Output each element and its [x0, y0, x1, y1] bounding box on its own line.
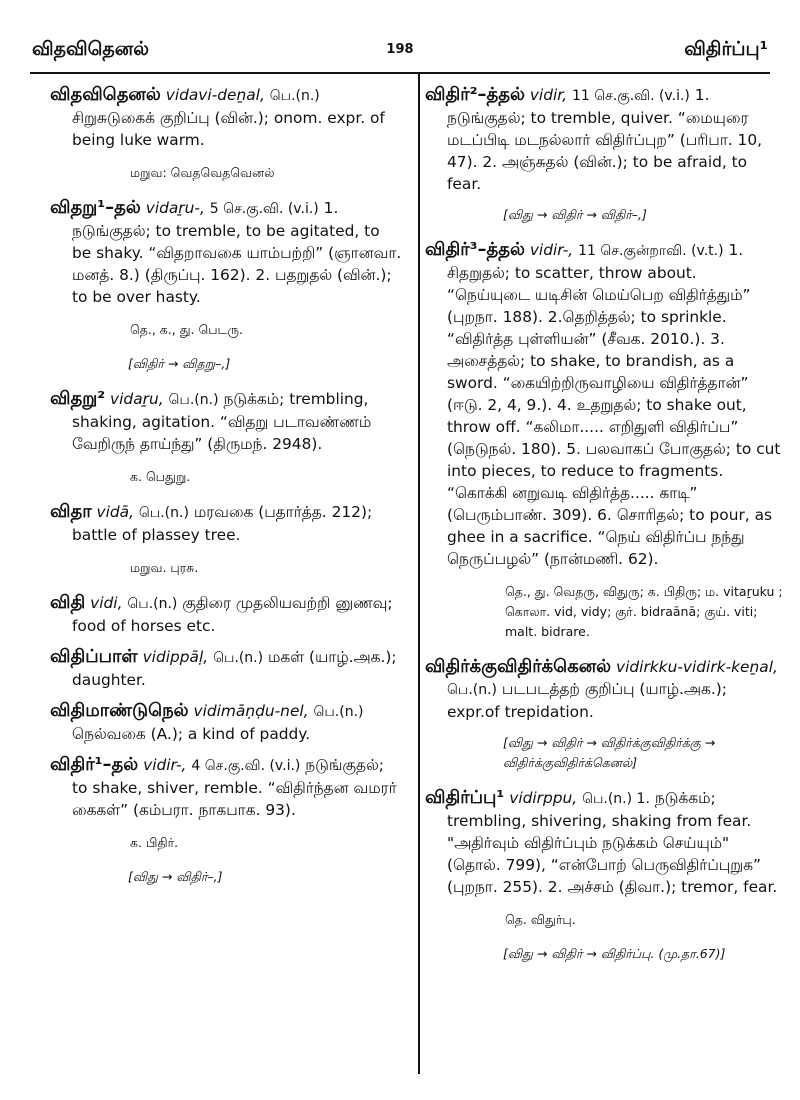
headword: விதிர்³–த்தல்	[425, 239, 525, 260]
grammar-label: பெ.(n.)	[168, 392, 219, 408]
definition: படபடத்தற் குறிப்பு (யாழ்.அக.); expr.of trepidation.	[447, 680, 727, 721]
headword: விதி	[50, 592, 86, 613]
dictionary-entry	[50, 84, 402, 151]
dictionary-entry	[50, 197, 402, 308]
definition: நடுக்கம்; trembling, shaking, agitation. “விதறு படாவண்ணம் வேறிருந் தாய்ந்து” (திருமந். 2948).	[72, 390, 372, 453]
headword: விதிர்க்குவிதிர்க்கெனல்	[425, 656, 612, 677]
transliteration: vidir-,	[529, 241, 574, 259]
dictionary-entry	[50, 501, 402, 546]
dictionary-entry	[50, 754, 402, 821]
transliteration: vidir,	[529, 86, 568, 104]
dictionary-entry	[50, 646, 402, 691]
definition: 1. நடுங்குதல்; to tremble, quiver. “மையுரை மடப்பிடி மடநல்லார் விதிர்ப்புற” (பரிபா. 10, 47). 2. அஞ்சுதல் (வின்.); to be afraid, to fear.	[447, 86, 762, 193]
transliteration: vidirppu,	[509, 789, 578, 807]
grammar-label: 5 செ.கு.வி. (v.i.)	[209, 201, 319, 217]
headword: விதிப்பாள்	[50, 646, 138, 667]
dictionary-entry	[425, 84, 783, 195]
cognate-note: தெ., க., து. பெடரு.	[130, 322, 244, 337]
dictionary-entry	[425, 787, 783, 898]
page-number: 198	[386, 42, 414, 57]
definition: மரவகை (பதார்த்த. 212); battle of plassey tree.	[72, 503, 373, 544]
etymology-note: [விது → விதிர் → விதிர்க்குவிதிர்க்கு → விதிர்க்குவிதிர்க்கெனல்]	[503, 735, 716, 770]
grammar-label: 11 செ.கு.வி. (v.i.)	[571, 88, 690, 104]
etymology-note: [விது → விதிர் → விதிர்–,]	[503, 207, 647, 222]
grammar-label: பெ.(n.)	[447, 682, 498, 698]
transliteration: vidirkku-vidirk-keṉal,	[616, 658, 778, 676]
grammar-label: 4 செ.கு.வி. (v.i.)	[191, 758, 301, 774]
dictionary-entry	[425, 239, 783, 570]
dictionary-entry	[50, 700, 402, 745]
grammar-label: பெ.(n.)	[269, 88, 320, 104]
grammar-label: பெ.(n.)	[127, 596, 178, 612]
etymology-note: [விது → விதிர் → விதிர்ப்பு. (மு.தா.67)]	[503, 946, 726, 961]
left-column	[50, 84, 402, 901]
definition: குதிரை முதலியவற்றி னுணவு; food of horses etc.	[72, 594, 393, 635]
definition: மகள் (யாழ்.அக.); daughter.	[72, 648, 397, 689]
cognate-note: தெ. விதுர்பு.	[505, 912, 576, 927]
definition: நெல்வகை (A.); a kind of paddy.	[72, 725, 311, 743]
column-divider	[418, 74, 420, 1074]
definition: நடுக்கம்; trembling, shivering, shaking from fear. "அதிர்வும் விதிர்ப்பும் நடுக்கம் செய்யும்" (தொல். 799), “என்போற் பெருவிதிர்ப்புறுக” (புறநா. 255). 2. அச்சம் (திவா.); tremor, fear.	[447, 789, 778, 896]
page-header	[32, 38, 768, 68]
headword: விதா	[50, 501, 92, 522]
transliteration: vidir-,	[143, 756, 187, 774]
headword: விதிர்¹–தல்	[50, 754, 139, 775]
cognate-note: க. பிதிர்.	[130, 835, 179, 850]
dictionary-entry	[50, 592, 402, 637]
headword: விதிர்ப்பு¹	[425, 787, 505, 808]
headword: விதவிதெனல்	[50, 84, 161, 105]
header-rule	[30, 72, 770, 74]
transliteration: vidimāṇḍu-nel,	[193, 702, 309, 720]
etymology-note: [விது → விதிர்–,]	[128, 869, 223, 884]
cognate-note: மறுவ: வெதவெதவெனல்	[130, 165, 275, 180]
grammar-label: பெ.(n.)	[213, 650, 264, 666]
transliteration: vidavi-deṉal,	[165, 86, 265, 104]
cognate-note: தெ., து. வெதரு, விதுரு; க. பிதிரு; ம. vitaṟuku ; கொலா. vid, vidy; குர். bidraānā; குய். viti; malt. bidrare.	[505, 584, 783, 639]
headword: விதறு¹–தல்	[50, 197, 141, 218]
running-head-left: விதவிதெனல்	[32, 38, 149, 60]
transliteration: vidippāḷ,	[142, 648, 209, 666]
running-head-right: விதிர்ப்பு¹	[684, 38, 768, 60]
cognate-note: மறுவ. புரசு.	[130, 560, 199, 575]
cognate-note: க. பெதுறு.	[130, 469, 191, 484]
headword: விதிர்²–த்தல்	[425, 84, 525, 105]
dictionary-entry	[50, 388, 402, 455]
transliteration: vidaṟu-,	[145, 199, 205, 217]
grammar-label: பெ.(n.) 1.	[582, 791, 650, 807]
etymology-note: [விதிர் → விதறு–,]	[128, 356, 231, 371]
dictionary-entry	[425, 656, 783, 723]
grammar-label: பெ.(n.)	[138, 505, 189, 521]
definition: சிறுசுடுகைக் குறிப்பு (வின்.); onom. expr. of being luke warm.	[72, 109, 385, 149]
transliteration: vidi,	[90, 594, 123, 612]
transliteration: vidā,	[96, 503, 134, 521]
right-column	[425, 84, 783, 978]
grammar-label: 11 செ.குன்றாவி. (v.t.)	[578, 243, 724, 259]
definition: 1. நடுங்குதல்; to tremble, to be agitated, to be shaky. “விதறாவகை யாம்பற்றி” (ஞானவா. மனத். 8.) (திருப்பு. 162). 2. பதறுதல் (வின்.); to be over hasty.	[72, 199, 402, 306]
definition: 1. சிதறுதல்; to scatter, throw about. “நெய்யுடை யடிசின் மெய்பெற விதிர்த்தும்” (புறநா. 188). 2.தெறித்தல்; to sprinkle. “விதிர்த்த புள்ளியன்” (சீவக. 2010.). 3. அசைத்தல்; to shake, to brandish, as a sword. “கையிற்றிருவாழியை விதிர்த்தான்” (ஈடு. 2, 4, 9.). 4. உதறுதல்; to shake out, throw off. “கலிமா..... எறிதுளி விதிர்ப்ப” (நெடுநல். 180). 5. பலவாகப் போகுதல்; to cut into pieces, to reduce to fragments. “கொக்கி னறுவடி விதிர்த்த..... காடி” (பெரும்பாண். 309). 6. சொரிதல்; to pour, as ghee in a sacrifice. “நெய் விதிர்ப்ப நந்து நெருப்பழல்” (நான்மணி. 62).	[447, 241, 781, 568]
grammar-label: பெ.(n.)	[313, 704, 364, 720]
definition: நடுங்குதல்; to shake, shiver, remble. “விதிர்ந்தன வமரர் கைகள்” (கம்பரா. நாகபாக. 93).	[72, 756, 397, 819]
headword: விதிமாண்டுநெல்	[50, 700, 189, 721]
headword: விதறு²	[50, 388, 106, 409]
transliteration: vidaṟu,	[110, 390, 164, 408]
